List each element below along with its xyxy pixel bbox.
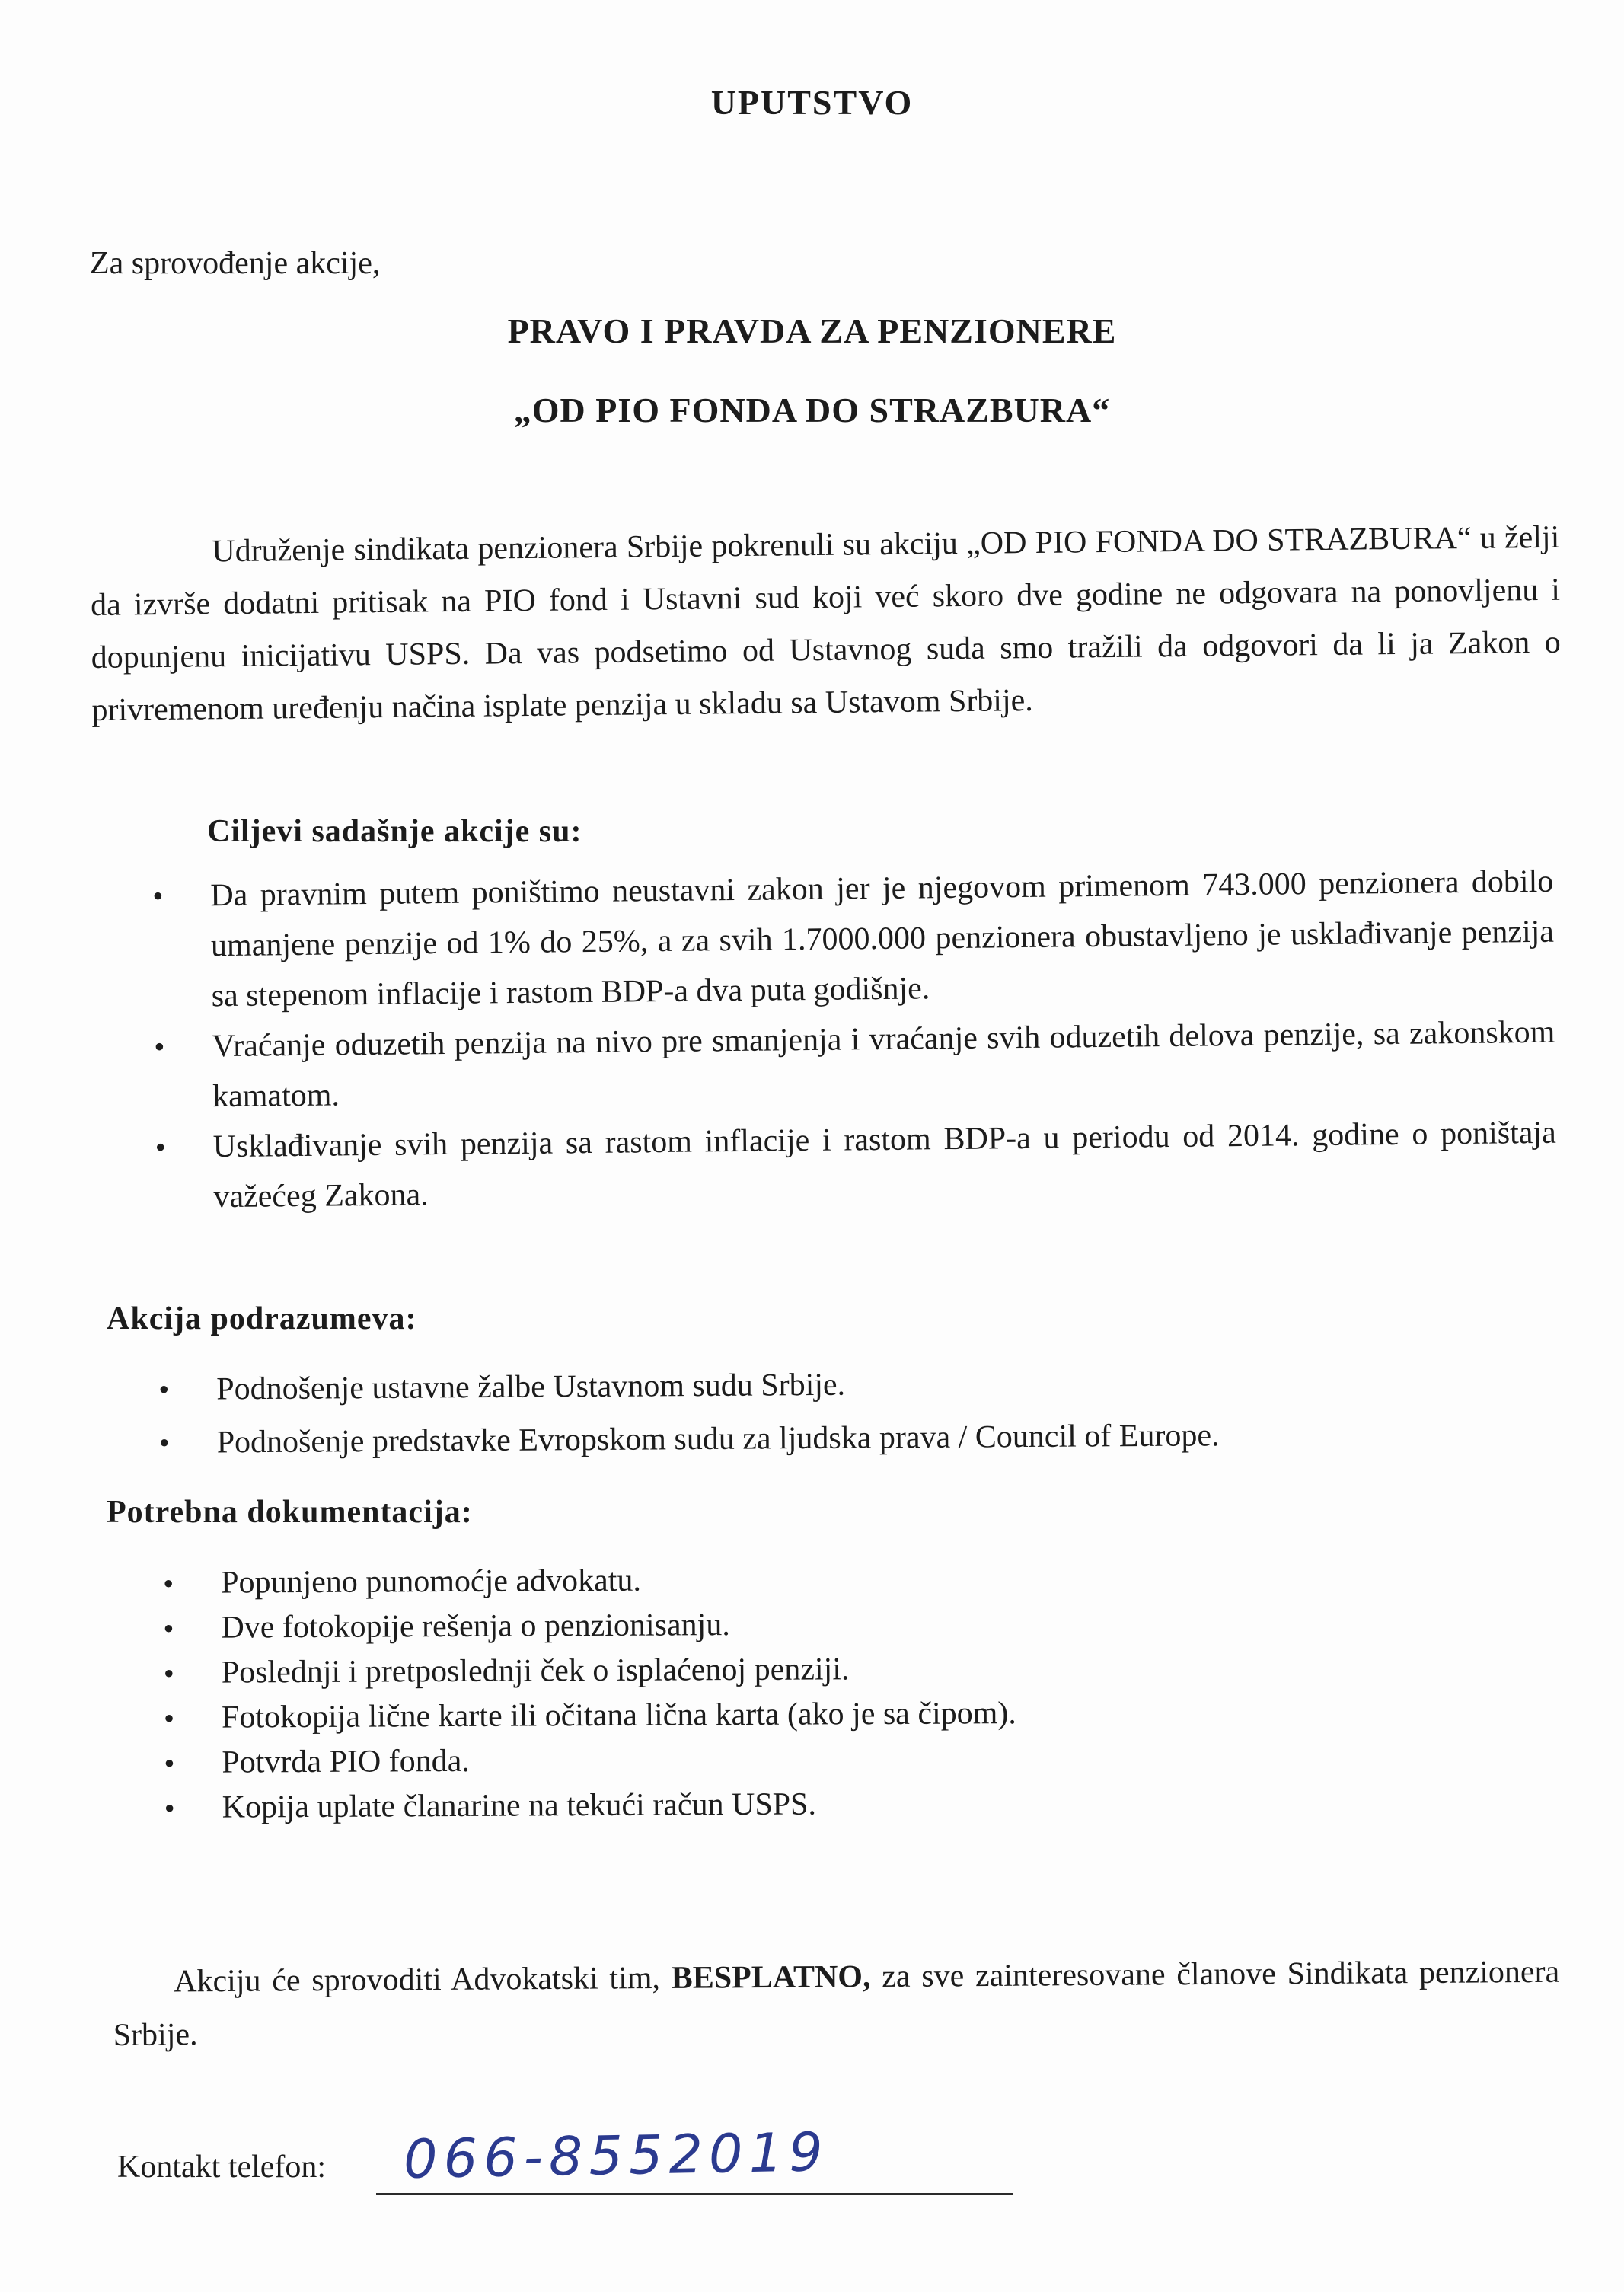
closing-free-emphasis: BESPLATNO, (671, 1959, 871, 1996)
goals-heading: Ciljevi sadašnje akcije su: (207, 814, 582, 849)
documentation-list (163, 1555, 1307, 1831)
action-item: • Podnošenje predstavke Evropskom sudu za ljudska prava / Council of Europe. (158, 1406, 1544, 1470)
documentation-heading: Potrebna dokumentacija: (107, 1495, 473, 1530)
goals-item: • Usklađivanje svih penzija sa rastom inflacije i rastom BDP-a u periodu od 2014. godine o poništaja važećeg Zakona. (155, 1108, 1556, 1223)
goals-item: • Vraćanje oduzetih penzija na nivo pre smanjenja i vraćanje svih oduzetih delova penzije, sa zakonskom kamatom. (154, 1007, 1555, 1122)
action-item: • Podnošenje ustavne žalbe Ustavnom sudu Srbije. (158, 1353, 1544, 1416)
goals-item: • Da pravnim putem poništimo neustavni zakon jer je njegovom primenom 743.000 penzionera dobilo umanjene penzije od 1% do 25%, a za svih 1.7000.000 penzionera obustavljeno je usklađivanje penzija sa stepenom inflacije i rastom BDP-a dva puta godišnje. (152, 857, 1555, 1022)
campaign-title-line-2: „OD PIO FONDA DO STRAZBURA“ (513, 391, 1111, 429)
closing-text-end: za sve zainteresovane članove Sindikata penzionera Srbije. (113, 1954, 1560, 2053)
intro-paragraph: Udruženje sindikata penzionera Srbije pokrenuli su akciju „OD PIO FONDA DO STRAZBURA“ u želji da izvrše dodatni pritisak na PIO fond i Ustavni sud koji već skoro dve godine ne odgovara na ponovljenu i dopunjenu inicijativu USPS. Da vas podsetimo od Ustavnog suda smo tražili da odgovori da li ja Zakon o privremenom uređenju načina isplate penzija u skladu sa Ustavom Srbije. (90, 519, 1561, 728)
campaign-title-line-1: PRAVO I PRAVDA ZA PENZIONERE (507, 311, 1117, 350)
action-list (158, 1353, 1545, 1470)
documentation-item: • Kopija uplate članarine na tekući račun USPS. (164, 1780, 1307, 1831)
documentation-item: • Poslednji i pretposlednji ček o isplaćenoj penziji. (164, 1645, 1306, 1696)
contact-label: Kontakt telefon: (117, 2150, 327, 2185)
documentation-item: • Dve fotokopije rešenja o penzionisanju. (163, 1600, 1305, 1651)
action-heading: Akcija podrazumeva: (107, 1301, 417, 1336)
phone-underline (376, 2193, 1013, 2195)
document-title: UPUTSTVO (710, 83, 914, 122)
closing-paragraph (113, 1946, 1560, 2062)
goals-list (152, 857, 1557, 1223)
intro-line: Za sprovođenje akcije, (90, 246, 381, 281)
closing-text-start: Akciju će sprovoditi Advokatski tim, (174, 1960, 672, 2000)
documentation-item: • Popunjeno punomoćje advokatu. (163, 1555, 1305, 1606)
handwritten-phone-number: 066-8552019 (403, 2121, 830, 2191)
documentation-item: • Fotokopija lične karte ili očitana lična karta (ako je sa čipom). (164, 1690, 1306, 1741)
documentation-item: • Potvrda PIO fonda. (164, 1735, 1306, 1786)
